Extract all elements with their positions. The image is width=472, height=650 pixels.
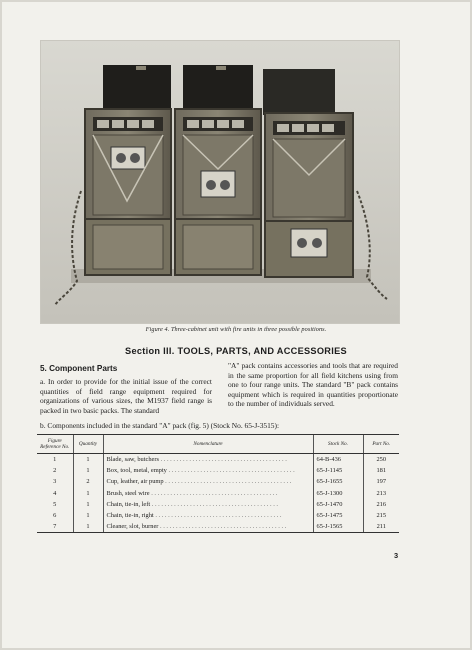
table-row [37,465,399,476]
cell-part: 250 [363,454,399,466]
cell-stock: 65-J-1145 [313,465,363,476]
dot-leader: . . . . . . . . . . . . . . . . . . . . . . . . . . . . . . . . . . . . . . . . [166,467,295,475]
cell-stock: 65-J-1475 [313,510,363,521]
figure-photo [40,40,400,324]
cell-part: 197 [363,476,399,487]
cell-part: 215 [363,510,399,521]
cell-stock: 65-J-1470 [313,499,363,510]
cell-stock: 65-J-1565 [313,521,363,533]
cell-qty: 1 [73,488,103,499]
cell-part: 181 [363,465,399,476]
paragraph-a-right-column: "A" pack contains accessories and tools that are required in the same proportion for all field kitchens using from one to four range units. The standard "B" pack contains equipment which is required in quantities proportionate to the number of individuals served. [228,361,398,409]
cell-ref: 2 [53,467,57,475]
cell-nomenclature [103,499,313,510]
header-fig-ref: Figure Reference No. [37,435,73,454]
dot-leader: . . . . . . . . . . . . . . . . . . . . . . . . . . . . . . . . . . . . . . . . [153,512,282,520]
cell-ref: 1 [53,456,57,464]
table-row [37,521,399,533]
nomenclature-text: Cleaner, slot, burner [106,523,159,531]
nomenclature-text: Blade, saw, butchers [106,456,159,464]
header-quantity: Quantity [73,435,103,454]
dot-leader: . . . . . . . . . . . . . . . . . . . . . . . . . . . . . . . . . . . . . . . . [150,500,278,508]
cell-part: 216 [363,499,399,510]
nomenclature-text: Box, tool, metal, empty [106,467,167,475]
cell-ref: 6 [53,512,57,520]
nomenclature-text: Chain, tie-in, right [106,512,154,520]
page-number: 3 [394,551,399,560]
dot-leader: . . . . . . . . . . . . . . . . . . . . . . . . . . . . . . . . . . . . . . . . [163,478,292,486]
subsection-heading: 5. Component Parts [40,364,118,373]
cell-ref: 5 [53,500,57,508]
cell-part: 211 [363,521,399,533]
nomenclature-text: Brush, steel wire [106,489,150,497]
cell-qty: 1 [73,454,103,466]
header-part-no: Part No. [363,435,399,454]
table-header-row [37,435,399,454]
cell-nomenclature [103,521,313,533]
components-table [37,434,399,533]
cell-qty: 2 [73,476,103,487]
cell-nomenclature [103,465,313,476]
dot-leader: . . . . . . . . . . . . . . . . . . . . . . . . . . . . . . . . . . . . . . . . [149,489,278,497]
table-row [37,499,399,510]
header-stock-no: Stock No. [313,435,363,454]
nomenclature-text: Cup, leather, air pump [106,478,164,486]
nomenclature-text: Chain, tie-in, left [106,500,151,508]
cell-nomenclature [103,454,313,466]
cell-qty: 1 [73,521,103,533]
figure-caption: Figure 4. Three-cabinet unit with fire units in three possible positions. [145,326,327,333]
paragraph-b: b. Components included in the standard "A" pack (fig. 5) (Stock No. 65-J-3515): [40,421,280,430]
table-row [37,454,399,466]
header-nomenclature: Nomenclature [103,435,313,454]
cell-part: 213 [363,488,399,499]
cell-nomenclature [103,510,313,521]
cell-ref: 4 [53,489,57,497]
field-range-cabinets-image [41,41,399,323]
cell-ref: 7 [37,521,73,533]
cell-nomenclature [103,488,313,499]
cell-stock: 64-B-436 [313,454,363,466]
cell-stock: 65-J-1300 [313,488,363,499]
table-row [37,476,399,487]
cell-qty: 1 [73,510,103,521]
cell-stock: 65-J-1655 [313,476,363,487]
cell-ref: 3 [53,478,57,486]
table-row [37,488,399,499]
dot-leader: . . . . . . . . . . . . . . . . . . . . . . . . . . . . . . . . . . . . . . . . [158,523,287,531]
table-row [37,510,399,521]
cell-qty: 1 [73,465,103,476]
dot-leader: . . . . . . . . . . . . . . . . . . . . . . . . . . . . . . . . . . . . . . . . [158,456,287,464]
paragraph-a-left-column: a. In order to provide for the initial issue of the correct quantities of field range equipment required for organizations of various sizes, the M1937 field range is packed in two basic packs. The standard [40,377,212,415]
cell-qty: 1 [73,499,103,510]
section-title: Section III. TOOLS, PARTS, AND ACCESSORIES [125,346,347,356]
cell-nomenclature [103,476,313,487]
